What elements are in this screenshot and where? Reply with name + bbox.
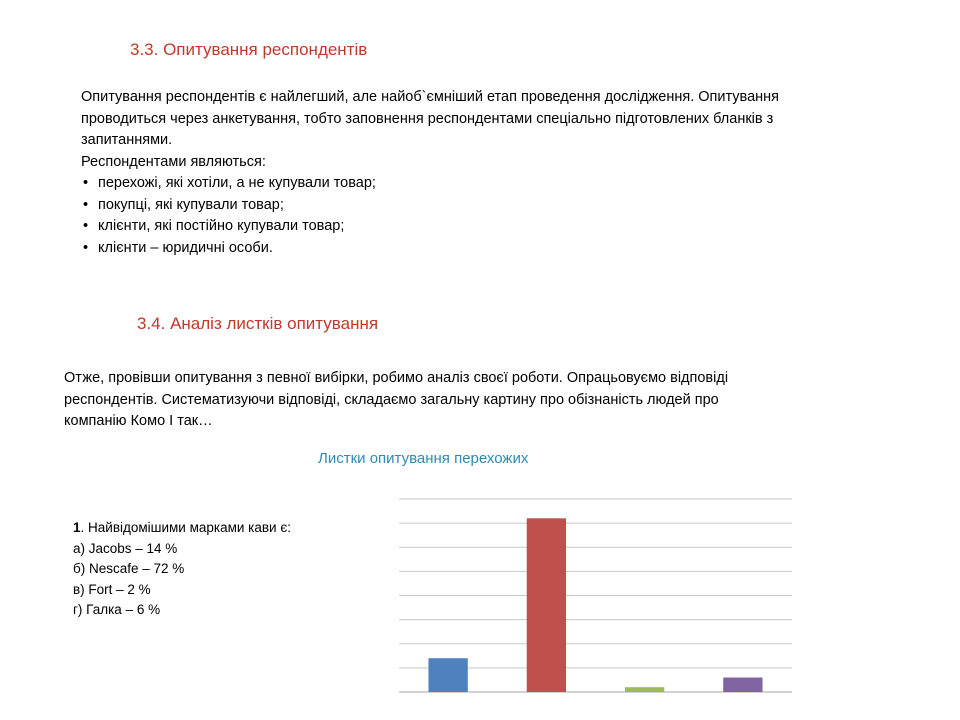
bar-fort (625, 687, 664, 692)
answer-option: в) Fort – 2 % (73, 581, 151, 597)
chart-bars (428, 518, 762, 692)
section-3-4-heading: 3.4. Аналіз листків опитування (137, 314, 379, 333)
answer-option: а) Jacobs – 14 % (73, 540, 178, 556)
list-item: • покупці, які купували товар; (81, 195, 921, 217)
list-item: • перехожі, які хотіли, а не купували товар; (81, 173, 921, 195)
list-item: • клієнти, які постійно купували товар; (81, 216, 921, 238)
question-number: 1 (73, 520, 81, 535)
paragraph-line: проводиться через анкетування, тобто заповнення респондентами спеціально підготовлених бланків з (81, 110, 774, 127)
question-label: . Найвідомішими марками кави є: (80, 520, 291, 535)
paragraph-line: запитаннями. (81, 132, 173, 148)
answer-option: б) Nescafe – 72 % (73, 561, 185, 576)
paragraph-line: Опитування респондентів є найлегший, але найоб`ємніший етап проведення дослідження. Опитування (81, 89, 780, 105)
paragraph-line: Отже, провівши опитування з певної вибірки, робимо аналіз своєї роботи. Опрацьовуємо відповіді (64, 370, 729, 386)
bar-галка (723, 678, 762, 692)
list-item: • клієнти – юридичні особи. (81, 238, 921, 260)
respondents-label: Респондентами являються: (81, 153, 266, 170)
bar-nescafe (527, 518, 566, 692)
paragraph-line: компанію Комо І так… (64, 413, 213, 429)
section-3-3-heading: 3.3. Опитування респондентів (130, 40, 368, 59)
bar-jacobs (428, 658, 467, 692)
paragraph-line: респондентів. Систематизуючи відповіді, складаємо загальну картину про обізнаність людей про (64, 391, 719, 408)
answer-option: г) Галка – 6 % (73, 602, 161, 617)
chart-title: Листки опитування перехожих (318, 450, 529, 467)
